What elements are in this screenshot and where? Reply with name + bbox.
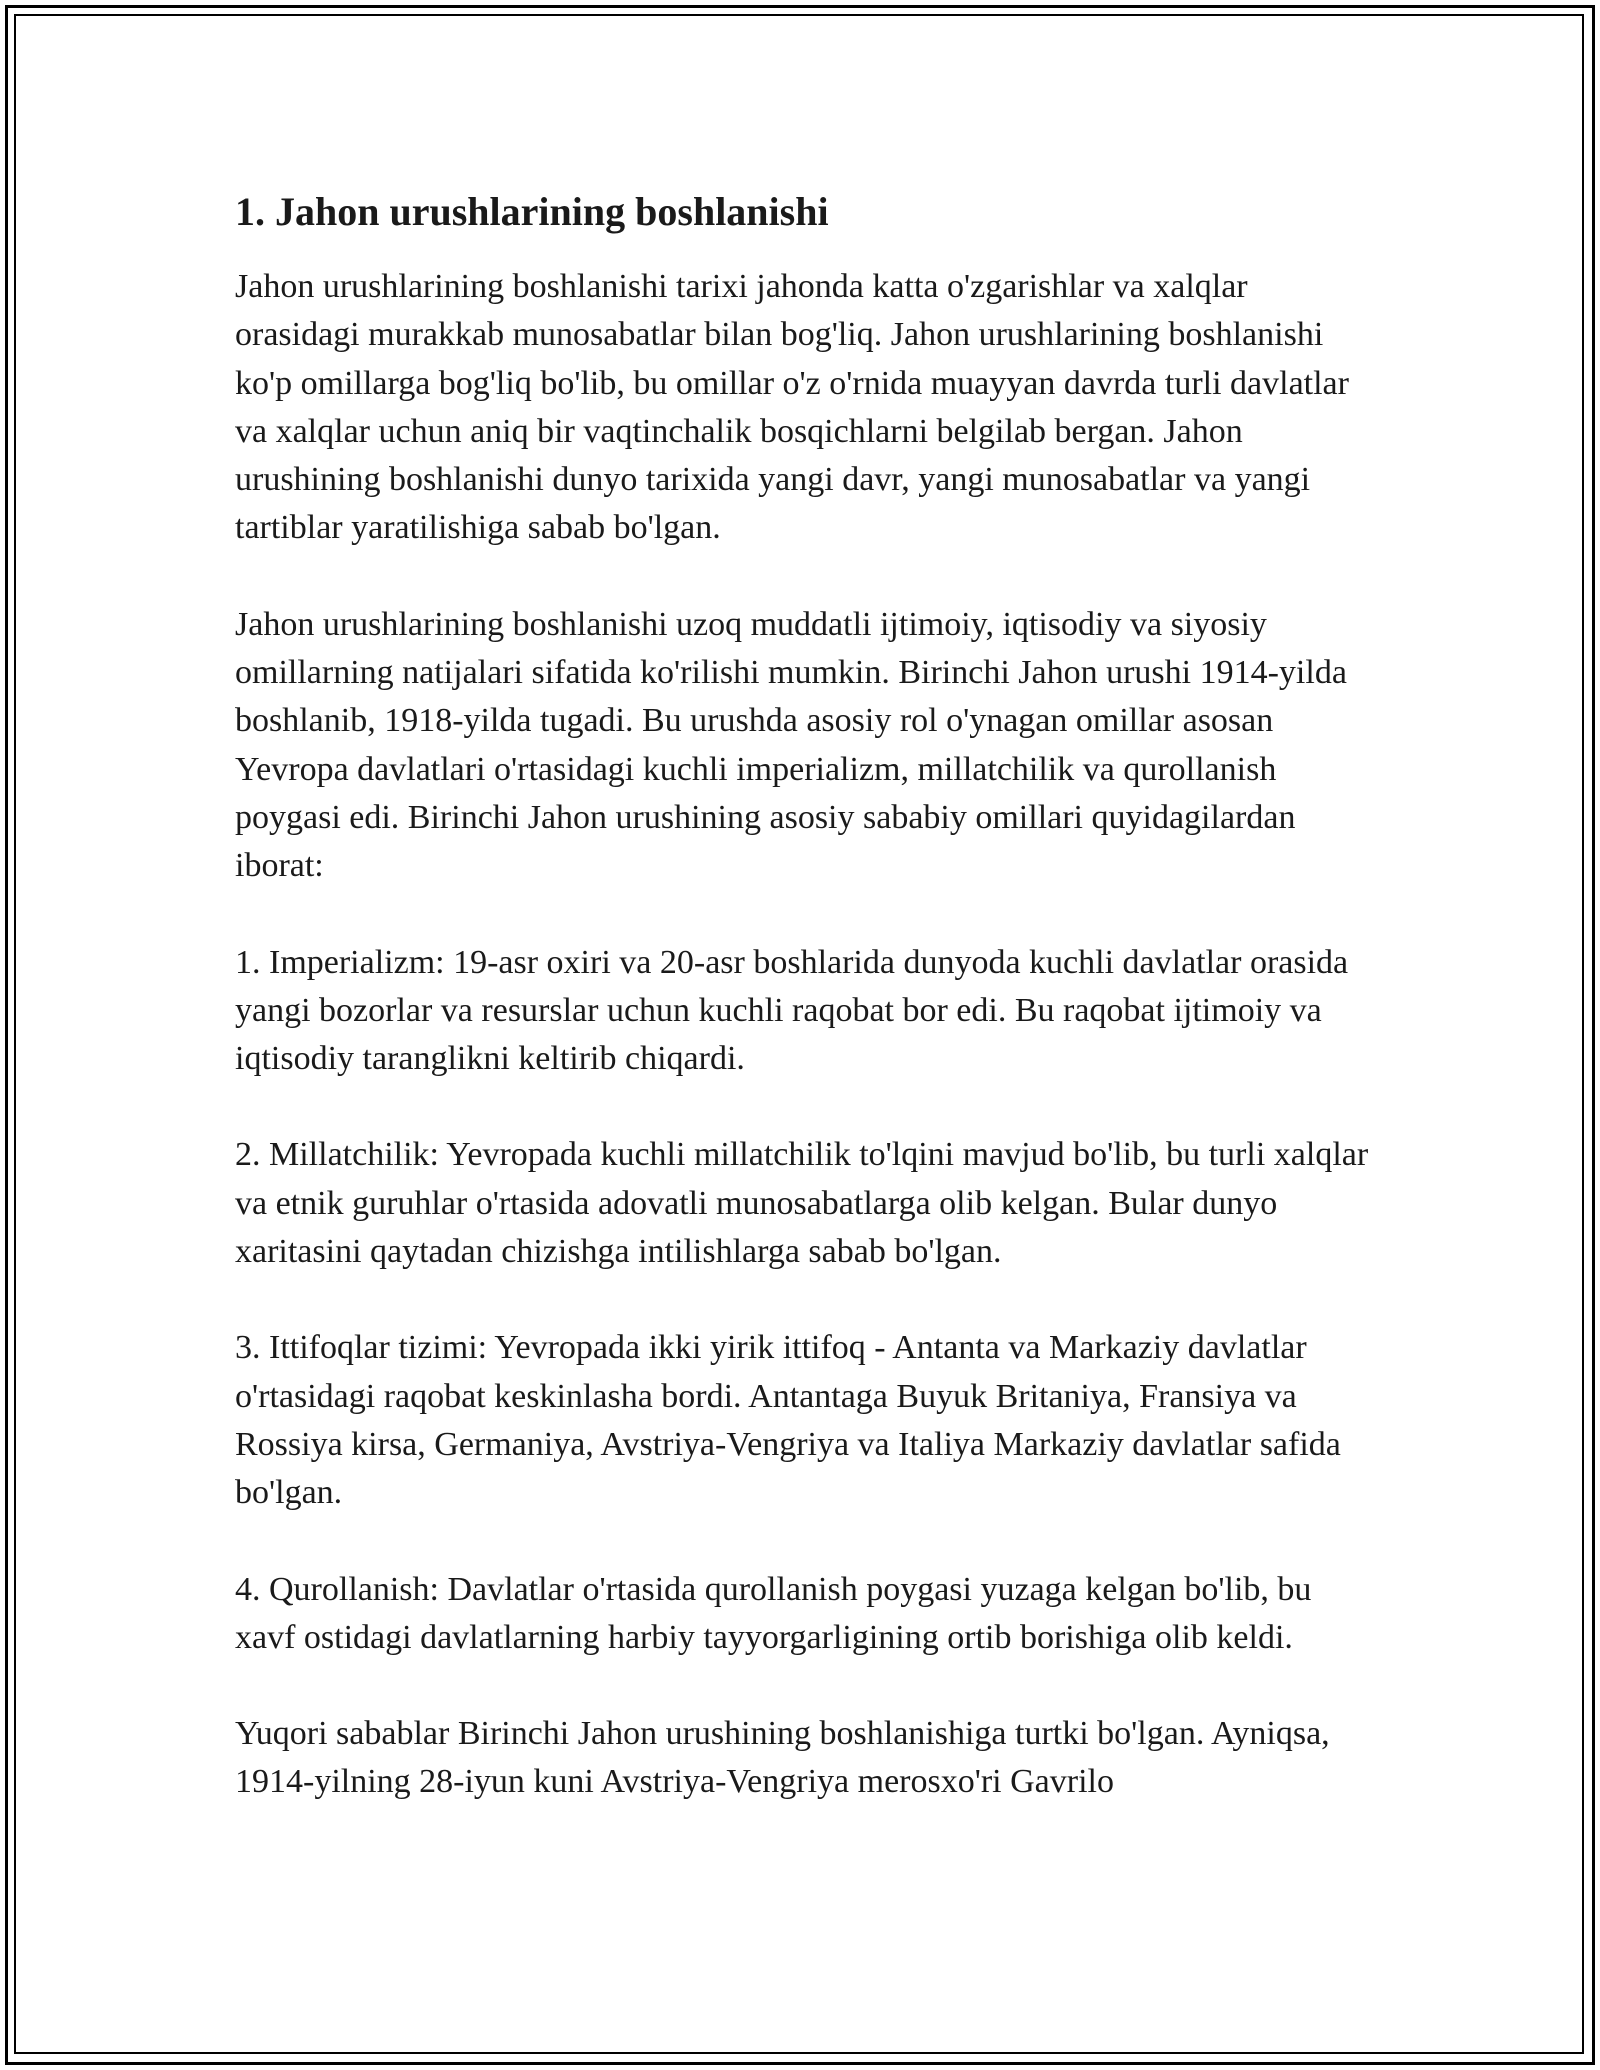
list-item-armament: 4. Qurollanish: Davlatlar o'rtasida qurollanish poygasi yuzaga kelgan bo'lib, bu xavf ostidagi davlatlarning harbiy tayyorgarligining ortib borishiga olib keldi. <box>235 1570 1312 1656</box>
document-body <box>235 183 1370 1855</box>
list-item-imperialism: 1. Imperializm: 19-asr oxiri va 20-asr boshlarida dunyoda kuchli davlatlar orasida yangi bozorlar va resurslar uchun kuchli raqobat bor edi. Bu raqobat ijtimoiy va iqtisodiy taranglikni keltirib chiqardi. <box>235 943 1349 1078</box>
list-item-alliances: 3. Ittifoqlar tizimi: Yevropada ikki yirik ittifoq - Antanta va Markaziy davlatlar o'rtasidagi raqobat keskinlasha bordi. Antantaga Buyuk Britaniya, Fransiya va Rossiya kirsa, Germaniya, Avstriya-Vengriya va Italiya Markaziy davlatlar safida bo'lgan. <box>235 1329 1341 1512</box>
section-heading: 1. Jahon urushlarining boshlanishi <box>235 189 829 234</box>
list-item-nationalism: 2. Millatchilik: Yevropada kuchli millatchilik to'lqini mavjud bo'lib, bu turli xalqlar va etnik guruhlar o'rtasida adovatli munosabatlarga olib kelgan. Bular dunyo xaritasini qaytadan chizishga intilishlarga sabab bo'lgan. <box>235 1136 1369 1271</box>
paragraph-conclusion: Yuqori sabablar Birinchi Jahon urushining boshlanishiga turtki bo'lgan. Ayniqsa, 1914-yilning 28-iyun kuni Avstriya-Vengriya merosxo'ri Gavrilo <box>235 1715 1330 1801</box>
paragraph-causes: Jahon urushlarining boshlanishi uzoq muddatli ijtimoiy, iqtisodiy va siyosiy omillarning natijalari sifatida ko'rilishi mumkin. Birinchi Jahon urushi 1914-yilda boshlanib, 1918-yilda tugadi. Bu urushda asosiy rol o'ynagan omillar asosan Yevropa davlatlari o'rtasidagi kuchli imperializm, millatchilik va qurollanish poygasi edi. Birinchi Jahon urushining asosiy sababiy omillari quyidagilardan iborat: <box>235 605 1347 885</box>
paragraph-intro: Jahon urushlarining boshlanishi tarixi jahonda katta o'zgarishlar va xalqlar orasidagi murakkab munosabatlar bilan bog'liq. Jahon urushlarining boshlanishi ko'p omillarga bog'liq bo'lib, bu omillar o'z o'rnida muayyan davrda turli davlatlar va xalqlar uchun aniq bir vaqtinchalik bosqichlarni belgilab bergan. Jahon urushining boshlanishi dunyo tarixida yangi davr, yangi munosabatlar va yangi tartiblar yaratilishiga sabab bo'lgan. <box>235 268 1349 547</box>
